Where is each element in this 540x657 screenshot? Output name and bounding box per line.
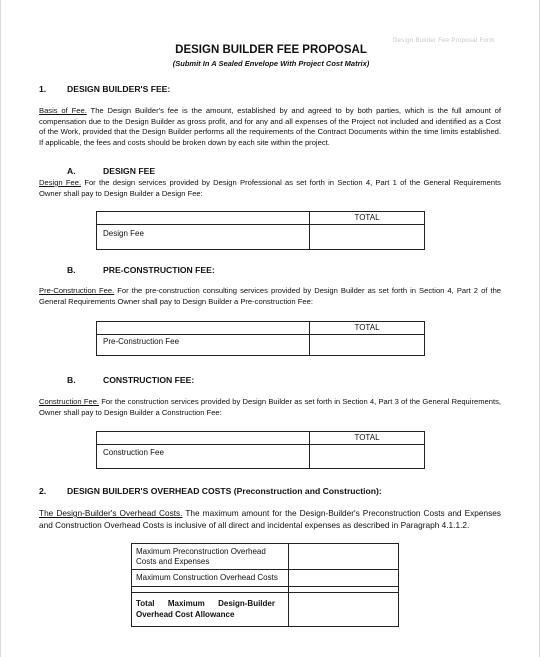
construction-fee-table <box>96 431 425 469</box>
pre-construction-fee-paragraph <box>39 286 501 307</box>
overhead-table-row-1-label: Maximum Preconstruction Overhead Costs and Expenses <box>136 547 266 566</box>
section-2-title-main: DESIGN BUILDER'S OVERHEAD COSTS <box>67 486 232 496</box>
construction-fee-total-header: TOTAL <box>309 432 424 444</box>
design-fee-text: For the design services provided by Design Professional as set forth in Section 4, Part 1 of the General Requirements Owner shall pay to Design Builder a Design Fee: <box>39 178 501 198</box>
overhead-table-row-3-label-line-1: Total Maximum Design-Builder <box>136 599 275 608</box>
construction-fee-table-divider <box>309 445 310 468</box>
document-title: DESIGN BUILDER FEE PROPOSAL <box>175 44 367 56</box>
section-2-number: 2. <box>39 486 47 496</box>
faint-header-text: Design Builder Fee Proposal Form <box>393 38 495 44</box>
overhead-table-row-divider-1 <box>132 569 398 570</box>
design-fee-table-divider <box>309 225 310 249</box>
pre-construction-fee-table-divider <box>309 335 310 355</box>
overhead-table-row-3-label-line-2: Overhead Cost Allowance <box>136 610 235 619</box>
design-fee-total-header: TOTAL <box>309 212 424 224</box>
section-1-number: 1. <box>39 84 47 94</box>
section-1-title: DESIGN BUILDER'S FEE: <box>67 84 171 94</box>
construction-fee-label: Construction Fee. <box>39 397 100 406</box>
subsection-a-letter: A. <box>67 166 76 176</box>
design-fee-paragraph <box>39 178 501 199</box>
section-2-title-paren: (Preconstruction and Construction): <box>233 486 382 496</box>
pre-construction-fee-row-label: Pre-Construction Fee <box>103 337 180 346</box>
construction-fee-text: For the construction services provided by Design Builder as set forth in Section 4, Part 3 of the General Requirements, Owner shall pay to Design Builder a Construction Fee: <box>39 397 501 417</box>
subsection-b2-letter: B. <box>67 375 76 385</box>
design-fee-label: Design Fee. <box>39 178 82 187</box>
subsection-b1-title: PRE-CONSTRUCTION FEE: <box>103 265 215 275</box>
overhead-table-column-divider <box>288 544 289 626</box>
design-fee-table-header <box>97 212 424 225</box>
overhead-table-row-divider-2 <box>132 586 398 587</box>
subsection-b2-title: CONSTRUCTION FEE: <box>103 375 195 385</box>
document-subtitle: (Submit In A Sealed Envelope With Project Cost Matrix) <box>172 59 370 68</box>
overhead-table-row-divider-3 <box>132 592 398 593</box>
construction-fee-table-header <box>97 432 424 445</box>
basis-of-fee-label: Basis of Fee. <box>39 106 87 115</box>
subsection-a-title: DESIGN FEE <box>103 166 156 176</box>
overhead-costs-text: The maximum amount for the Design-Builder's Preconstruction Costs and Expenses and Construction Overhead Costs is inclusive of all direct and incidental expenses as described in Paragraph 4.1.1.2. <box>39 508 502 530</box>
pre-construction-fee-total-header: TOTAL <box>309 322 424 334</box>
pre-construction-fee-table <box>96 321 425 356</box>
construction-fee-row-label: Construction Fee <box>103 448 164 457</box>
design-fee-table <box>96 211 425 250</box>
overhead-table-row-2-label: Maximum Construction Overhead Costs <box>136 573 278 582</box>
section-2-title <box>67 486 382 496</box>
subsection-b1-letter: B. <box>67 265 76 275</box>
basis-of-fee-paragraph <box>39 106 501 148</box>
overhead-costs-table <box>131 543 399 627</box>
pre-construction-fee-table-header <box>97 322 424 335</box>
overhead-costs-label: The Design-Builder's Overhead Costs. <box>39 508 183 518</box>
pre-construction-fee-text: For the pre-construction consulting services provided by Design Builder as set forth in Section 4, Part 2 of the General Requirements Owner shall pay to Design Builder a Pre-construction Fee: <box>39 286 502 306</box>
design-fee-row-label: Design Fee <box>103 229 144 238</box>
construction-fee-paragraph <box>39 397 501 418</box>
overhead-costs-paragraph <box>39 508 501 531</box>
basis-of-fee-text: The Design Builder's fee is the amount, established by and agreed to by both parties, which is the full amount of compensation due to the Design Builder as gross profit, and for any and all expenses of the Project not included and identified as a Cost of the Work, provided that the Design Builder performs all the requirements of the Contract Documents within the time limits established. If applicable, the fees and costs should be broken down by each site within the project. <box>39 106 501 147</box>
pre-construction-fee-label: Pre-Construction Fee. <box>39 286 115 295</box>
